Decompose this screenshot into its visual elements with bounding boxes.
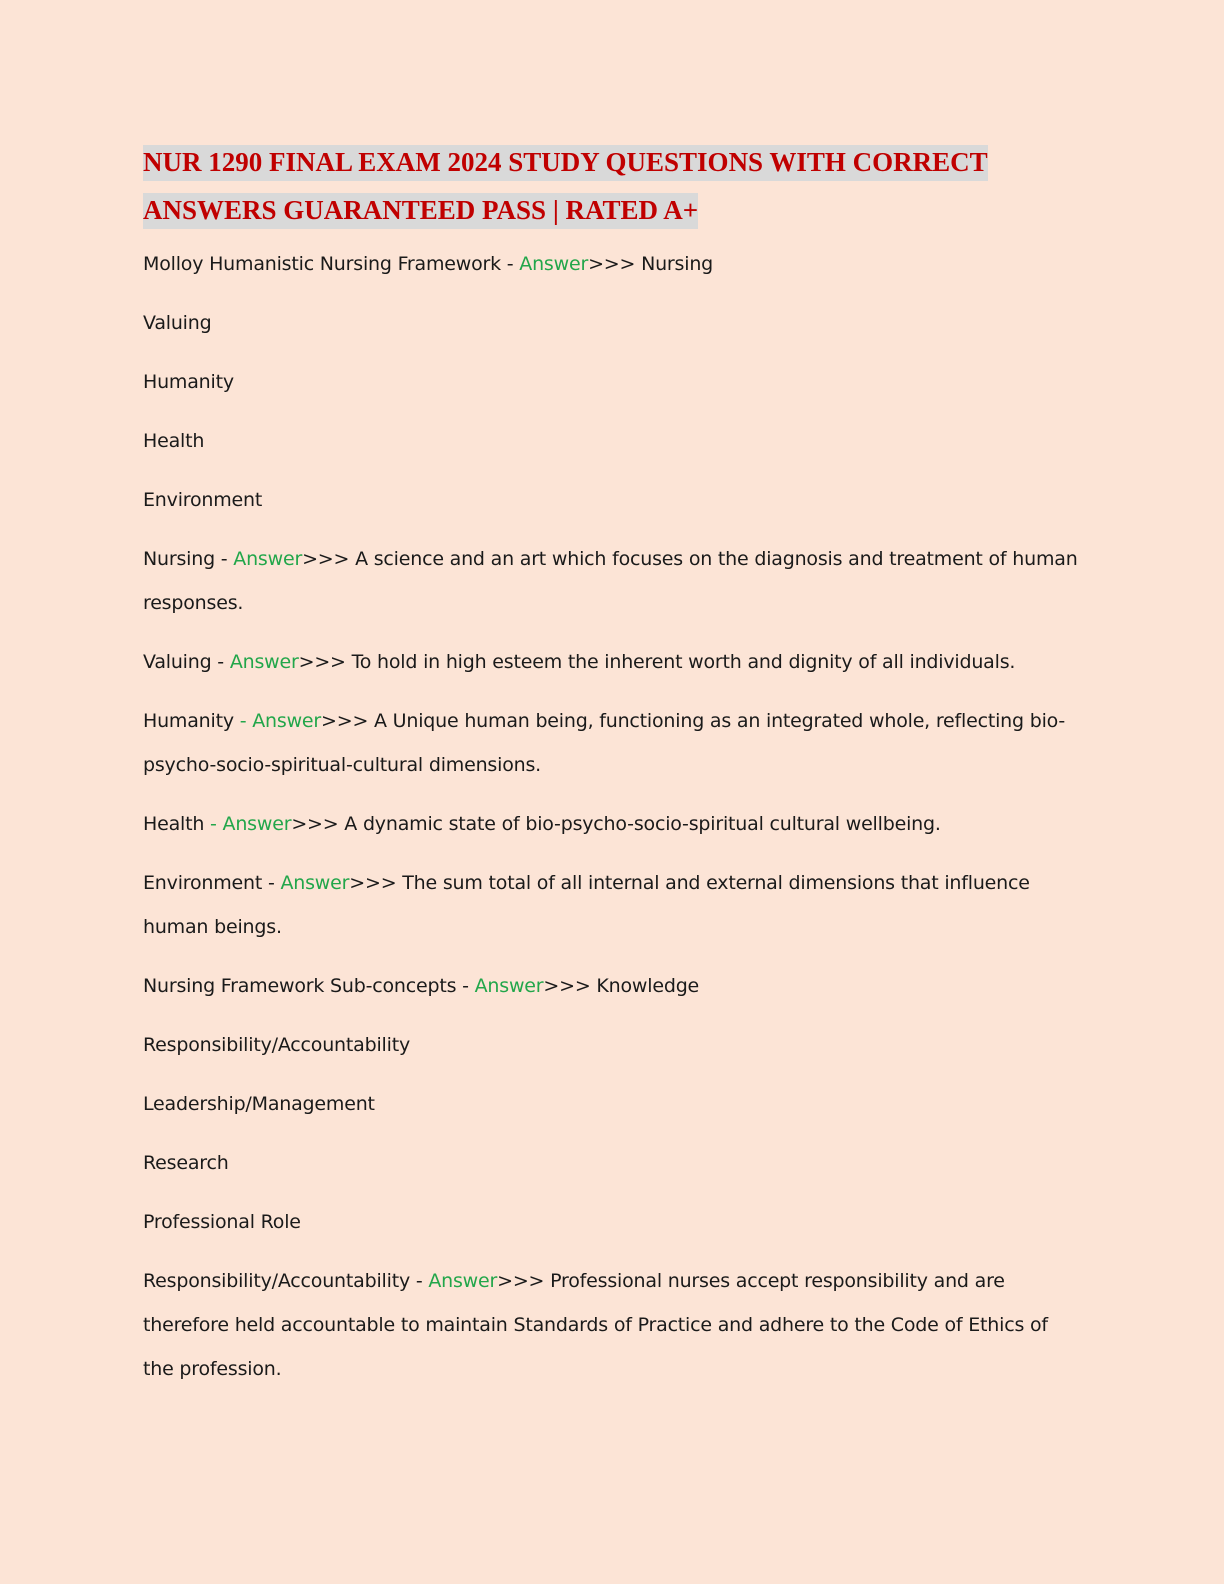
list-item: Humanity bbox=[143, 371, 234, 393]
question-text: Environment - bbox=[143, 872, 281, 894]
document-title bbox=[143, 138, 1083, 234]
answer-label: - Answer bbox=[210, 813, 292, 835]
list-item: Valuing bbox=[143, 312, 212, 334]
list-item: Responsibility/Accountability bbox=[143, 1034, 410, 1056]
qa-item bbox=[143, 699, 1083, 787]
answer-label: Answer bbox=[229, 651, 299, 673]
question-text: Responsibility/Accountability - bbox=[143, 1270, 429, 1292]
answer-text: >>> Professional nurses accept responsibility and are therefore held accountable to maintain Standards of Practice and adhere to the Code of Ethics of the profession. bbox=[143, 1270, 1048, 1380]
answer-label: - Answer bbox=[239, 710, 322, 732]
question-text: Nursing - bbox=[143, 548, 234, 570]
question-text: Molloy Humanistic Nursing Framework - bbox=[143, 253, 520, 275]
list-item: Research bbox=[143, 1152, 229, 1174]
qa-item bbox=[143, 1259, 1083, 1391]
qa-item bbox=[143, 242, 1083, 286]
answer-text: >>> Nursing bbox=[588, 253, 714, 275]
answer-text: >>> A dynamic state of bio-psycho-socio-spiritual cultural wellbeing. bbox=[291, 813, 941, 835]
answer-label: Answer bbox=[474, 975, 544, 997]
qa-item bbox=[143, 537, 1083, 625]
answer-label: Answer bbox=[280, 872, 350, 894]
answer-text: >>> Knowledge bbox=[543, 975, 700, 997]
question-text: Nursing Framework Sub-concepts - bbox=[143, 975, 475, 997]
answer-label: Answer bbox=[233, 548, 303, 570]
list-item: Professional Role bbox=[143, 1211, 301, 1233]
answer-text: >>> To hold in high esteem the inherent worth and dignity of all individuals. bbox=[298, 651, 1016, 673]
answer-text: >>> The sum total of all internal and external dimensions that influence human beings. bbox=[143, 872, 1030, 938]
question-text: Humanity bbox=[143, 710, 240, 732]
qa-list bbox=[143, 242, 1083, 1391]
list-item: Health bbox=[143, 430, 205, 452]
document-page bbox=[143, 138, 1083, 1406]
qa-item bbox=[143, 802, 1083, 846]
answer-text: >>> A Unique human being, functioning as an integrated whole, reflecting bio-psycho-socio-spiritual-cultural dimensions. bbox=[143, 710, 1066, 776]
list-item: Environment bbox=[143, 489, 263, 511]
qa-item bbox=[143, 861, 1083, 949]
question-text: Valuing - bbox=[143, 651, 230, 673]
answer-label: Answer bbox=[428, 1270, 498, 1292]
answer-text: >>> A science and an art which focuses on the diagnosis and treatment of human responses. bbox=[143, 548, 1078, 614]
title-line-1: NUR 1290 FINAL EXAM 2024 STUDY QUESTIONS WITH CORRECT bbox=[143, 145, 988, 181]
answer-label: Answer bbox=[519, 253, 589, 275]
question-text: Health bbox=[143, 813, 211, 835]
qa-item bbox=[143, 640, 1083, 684]
title-line-2: ANSWERS GUARANTEED PASS | RATED A+ bbox=[143, 193, 698, 229]
qa-item bbox=[143, 964, 1083, 1008]
list-item: Leadership/Management bbox=[143, 1093, 375, 1115]
